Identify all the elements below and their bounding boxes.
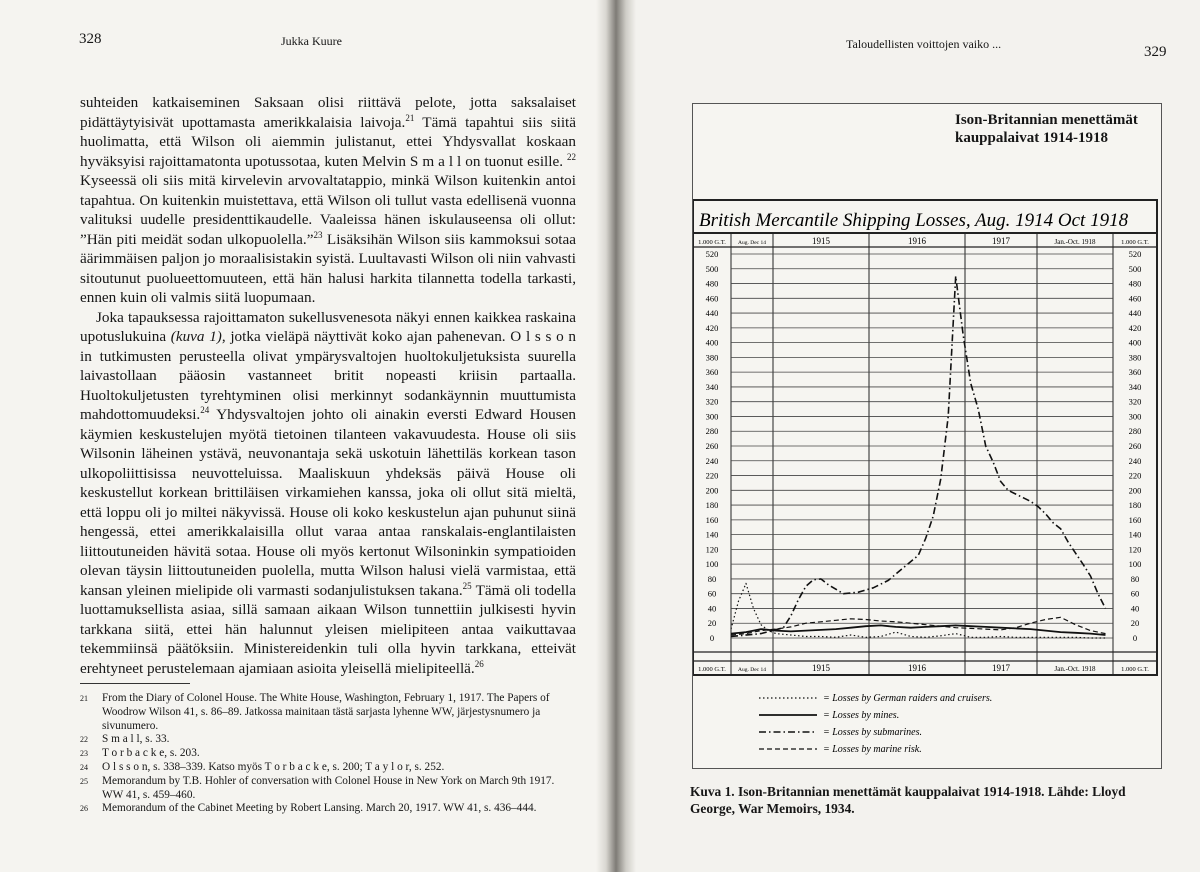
- footnote-ref-26[interactable]: 26: [474, 658, 484, 669]
- legend-label: = Losses by marine risk.: [823, 744, 922, 755]
- text-run: Tämä oli todella luottamuksellista asiaa, sillä samaan aikaan Wilson tunnettiin julkisesti hyvin tarkkana siitä, ettei hän halunnut yleisen mielipiteen antaa vaikuttavaa tekemmiinsä päätöksiin. Ministereidenkin tuli olla hyvin tarkkana, etteivät erehtyneet perustelemaan ajamiaan asioita yleisellä mielipiteellä.: [80, 581, 576, 677]
- y-tick-label-left: 340: [705, 381, 719, 392]
- y-tick-label-left: 520: [705, 249, 719, 259]
- y-tick-label-right: 480: [1128, 278, 1142, 289]
- series-lines: [731, 276, 1106, 638]
- period-label-bottom: Jan.-Oct. 1918: [1054, 665, 1096, 673]
- footnote-text: O l s s o n, s. 338–339. Katso myös T o r b a c k e, s. 200; T a y l o r, s. 252.: [102, 760, 445, 773]
- footnote-ref-22[interactable]: 22: [567, 151, 576, 162]
- footnote: [80, 733, 560, 747]
- text-run: in tutkimusten perusteella olivat ympärysvaltojen huoltokuljetuksista suurella laivastollaan pääosin vastanneet britit nopeasti kriisin partaalla. Huoltokuljetusten tyrehtyminen olisi merkinnyt sodankäynnin muuttumista mahdottomuudeksi.: [80, 347, 576, 423]
- figure-title: Ison-Britannian menettämät kauppalaivat 1914-1918: [955, 112, 1138, 146]
- y-tick-label-left: 220: [705, 470, 719, 481]
- y-tick-label-right: 180: [1128, 500, 1142, 511]
- period-label: 1916: [908, 236, 926, 246]
- author-name-olsson: O l s s o n: [510, 328, 576, 345]
- y-tick-label-left: 120: [705, 544, 719, 555]
- y-tick-label-left: 320: [705, 396, 719, 407]
- y-tick-label-right: 240: [1128, 455, 1142, 466]
- chart-title: British Mercantile Shipping Losses, Aug. 1914 Oct 1918: [699, 210, 1129, 231]
- period-label: Aug. Dec 14: [738, 240, 766, 246]
- running-header-right: Taloudellisten voittojen vaiko ...: [846, 37, 1002, 51]
- figure-caption: Kuva 1. Ison-Britannian menettämät kauppalaivat 1914-1918. Lähde: Lloyd George, War Memoirs, 1934.: [690, 784, 1126, 816]
- y-tick-label-right: 260: [1128, 441, 1142, 451]
- footnote-number: 23: [80, 749, 88, 759]
- text-run: Joka tapauksessa rajoittamaton sukellusvenesota näkyi ennen kaikkea raskaina upotuslukuina: [80, 308, 576, 345]
- text-run: , jotka vieläpä näyttivät koko ajan pahenevan.: [221, 328, 511, 345]
- y-tick-label-right: 500: [1128, 263, 1142, 274]
- y-tick-label-right: 80: [1130, 573, 1140, 584]
- period-label-bottom: Aug. Dec 14: [738, 667, 766, 673]
- footnote: [80, 747, 560, 761]
- y-tick-label-right: 220: [1128, 470, 1142, 481]
- y-tick-label-left: 300: [705, 411, 719, 422]
- y-tick-label-right: 420: [1128, 322, 1142, 333]
- legend: [759, 693, 992, 755]
- y-tick-label-right: 120: [1128, 544, 1142, 555]
- y-tick-label-left: 480: [705, 278, 719, 289]
- book-gutter: [596, 0, 636, 872]
- figure-reference[interactable]: (kuva 1): [170, 328, 222, 345]
- footnote: [80, 692, 560, 733]
- y-tick-label-right: 460: [1128, 293, 1142, 304]
- footnote-text: S m a l l, s. 33.: [102, 733, 170, 746]
- chart-grid: [693, 233, 1157, 674]
- y-tick-label-left: 200: [705, 485, 719, 496]
- y-tick-label-right: 60: [1130, 588, 1140, 599]
- page-number-left: 328: [79, 31, 102, 47]
- footnote-text: From the Diary of Colonel House. The White House, Washington, February 1, 1917. The Papers of Woodrow Wilson 41, s. 86–89. Jatkossa mainitaan tästä sarjasta lyhenne WW, järjestysnumero ja sivunumero.: [102, 692, 550, 732]
- period-label: Jan.-Oct. 1918: [1054, 238, 1096, 246]
- footnote-number: 21: [80, 694, 88, 703]
- footnote-ref-25[interactable]: 25: [462, 580, 472, 591]
- y-tick-label-left: 460: [705, 293, 719, 304]
- y-tick-label-right: 320: [1128, 396, 1142, 407]
- y-tick-label-right: 200: [1128, 485, 1142, 496]
- right-page: [624, 0, 1200, 872]
- y-tick-label-right: 40: [1130, 603, 1140, 614]
- footnote-number: 24: [80, 762, 88, 772]
- y-tick-label-left: 420: [705, 322, 719, 333]
- unit-label: 1.000 G.T.: [1121, 666, 1149, 673]
- y-tick-label-left: 0: [709, 633, 715, 643]
- axis-labels: [698, 236, 1149, 673]
- legend-label: = Losses by mines.: [823, 710, 900, 721]
- page-number-right: 329: [1144, 44, 1167, 60]
- text-run: Yhdysvaltojen johto oli ainakin eversti Edward Housen käymien keskustelujen myötä tietoinen tilanteen vakavuudesta. House oli siis Wilsonin läheinen ystävä, neuvonantaja sekä uskotuin lähettiläs korkean tason ulkopoliittisissa neuvotteluissa. Maaliskuun yhdeksäs päivä House oli keskustellut korkean brittiläisen virkamiehen kanssa, joka oli ollut sitä mieltä, että loppu oli jo miltei näkyvissä. House oli koko keskustelun ajan puhunut siinä hengessä, ettei amerikkalaisilla ollut varaa antaa ranskalais-englantilaisten liittoutuneiden hävitä sotaa. House oli myös kertonut Wilsoninkin sympatioiden olevan täysin liittoutuneiden puolella, mutta Wilson halusi vielä varmistaa, että kansan yleinen mielipide oli varmasti sodanjulistuksen takana.: [80, 406, 576, 599]
- y-tick-label-left: 140: [705, 529, 719, 540]
- unit-label: 1.000 G.T.: [698, 666, 726, 673]
- unit-label: 1.000 G.T.: [698, 239, 726, 246]
- text-run: on tuonut esille.: [461, 152, 567, 170]
- footnote: [80, 761, 560, 775]
- footnote-ref-21[interactable]: 21: [405, 112, 415, 123]
- legend-label: = Losses by submarines.: [823, 727, 922, 738]
- legend-label: = Losses by German raiders and cruisers.: [823, 693, 993, 704]
- footnote: [80, 775, 560, 803]
- y-tick-label-right: 20: [1130, 618, 1140, 629]
- y-tick-label-left: 160: [705, 514, 719, 525]
- y-tick-label-left: 280: [705, 426, 719, 437]
- running-header-left: Jukka Kuure: [281, 34, 342, 48]
- y-tick-label-left: 500: [705, 263, 719, 274]
- y-tick-label-left: 40: [707, 603, 717, 614]
- footnote-number: 25: [80, 776, 88, 786]
- series-line: [731, 276, 1106, 636]
- y-tick-label-left: 80: [707, 573, 717, 584]
- y-tick-label-left: 360: [705, 367, 719, 378]
- y-tick-label-left: 20: [707, 618, 717, 629]
- chart-border: [693, 200, 1157, 675]
- paragraph-1: [80, 93, 576, 308]
- y-tick-label-right: 140: [1128, 529, 1142, 540]
- text-run: Lisäksihän Wilson siis kammoksui sotaa äärimmäisen paljon jo moraalisistakin syistä. Luultavasti Wilson oli niin vahvasti sitoutunut puolueettomuuteen, että hän halusi harkita tilannetta todella tarkasti, ennen kuin oli valmis siitä luopumaan.: [80, 230, 576, 306]
- series-line: [731, 617, 1106, 635]
- footnote-ref-24[interactable]: 24: [200, 404, 210, 415]
- footnote-divider: [80, 683, 190, 684]
- figure-frame: [692, 103, 1162, 769]
- footnote-ref-23[interactable]: 23: [313, 229, 323, 240]
- text-run: Kyseessä oli siis mitä kirvelevin arvovaltatappio, minkä Wilson kuitenkin antoi tapahtua. On kuitenkin muistettava, että Wilson oli tullut vasta edellisenä vuonna valituksi uudelle presidenttikaudelle. Vaaleissa hänen iskulauseensa oli ollut: ”Hän piti meidät sodan ulkopuolella.”: [80, 172, 576, 248]
- y-tick-label-right: 340: [1128, 381, 1142, 392]
- y-tick-label-left: 400: [705, 337, 719, 348]
- body-text: [80, 93, 576, 678]
- y-tick-label-left: 60: [707, 588, 717, 599]
- y-tick-label-right: 380: [1128, 352, 1142, 363]
- y-tick-label-left: 100: [705, 559, 719, 570]
- y-tick-label-right: 440: [1128, 308, 1142, 319]
- period-label: 1917: [992, 236, 1010, 246]
- series-line: [731, 583, 1106, 638]
- y-tick-label-left: 380: [705, 352, 719, 363]
- y-tick-label-left: 260: [705, 441, 719, 451]
- unit-label: 1.000 G.T.: [1121, 239, 1149, 246]
- text-run: suhteiden katkaiseminen Saksaan olisi riittävä pelote, jotta saksalaiset pidättäytyisivät upottamasta amerikkalaisia laivoja.: [80, 94, 576, 131]
- footnote-number: 26: [80, 804, 88, 814]
- y-tick-label-right: 520: [1128, 249, 1142, 259]
- footnote: [80, 802, 560, 816]
- y-tick-label-right: 100: [1128, 559, 1142, 570]
- footnote-text: Memorandum of the Cabinet Meeting by Robert Lansing. March 20, 1917. WW 41, s. 436–444.: [102, 802, 537, 815]
- period-label-bottom: 1915: [812, 663, 830, 673]
- y-tick-label-right: 280: [1128, 426, 1142, 437]
- shipping-losses-chart: [693, 104, 1161, 768]
- footnotes: [80, 692, 560, 816]
- y-tick-label-left: 440: [705, 308, 719, 319]
- period-label-bottom: 1916: [908, 663, 926, 673]
- y-tick-label-left: 180: [705, 500, 719, 511]
- period-label-bottom: 1917: [992, 663, 1010, 673]
- period-label: 1915: [812, 236, 830, 246]
- author-name-small: S m a l l: [409, 152, 462, 170]
- footnote-text: T o r b a c k e, s. 203.: [102, 747, 200, 760]
- y-tick-label-right: 0: [1132, 633, 1138, 643]
- text-run: Tämä tapahtui siis siitä huolimatta, että Wilson oli aiemmin julistanut, ettei Yhdysvallat koskaan hyväksyisi rajoittamatonta upotussotaa, kuten Melvin: [80, 113, 577, 170]
- paragraph-2: [80, 308, 576, 679]
- y-tick-label-right: 300: [1128, 411, 1142, 422]
- y-tick-label-right: 160: [1128, 514, 1142, 525]
- y-tick-label-right: 360: [1128, 367, 1142, 378]
- y-tick-label-left: 240: [705, 455, 719, 466]
- footnote-number: 22: [80, 735, 88, 745]
- footnote-text: Memorandum by T.B. Hohler of conversation with Colonel House in New York on March 9th 1917. WW 41, s. 459–460.: [102, 774, 555, 801]
- y-tick-label-right: 400: [1128, 337, 1142, 348]
